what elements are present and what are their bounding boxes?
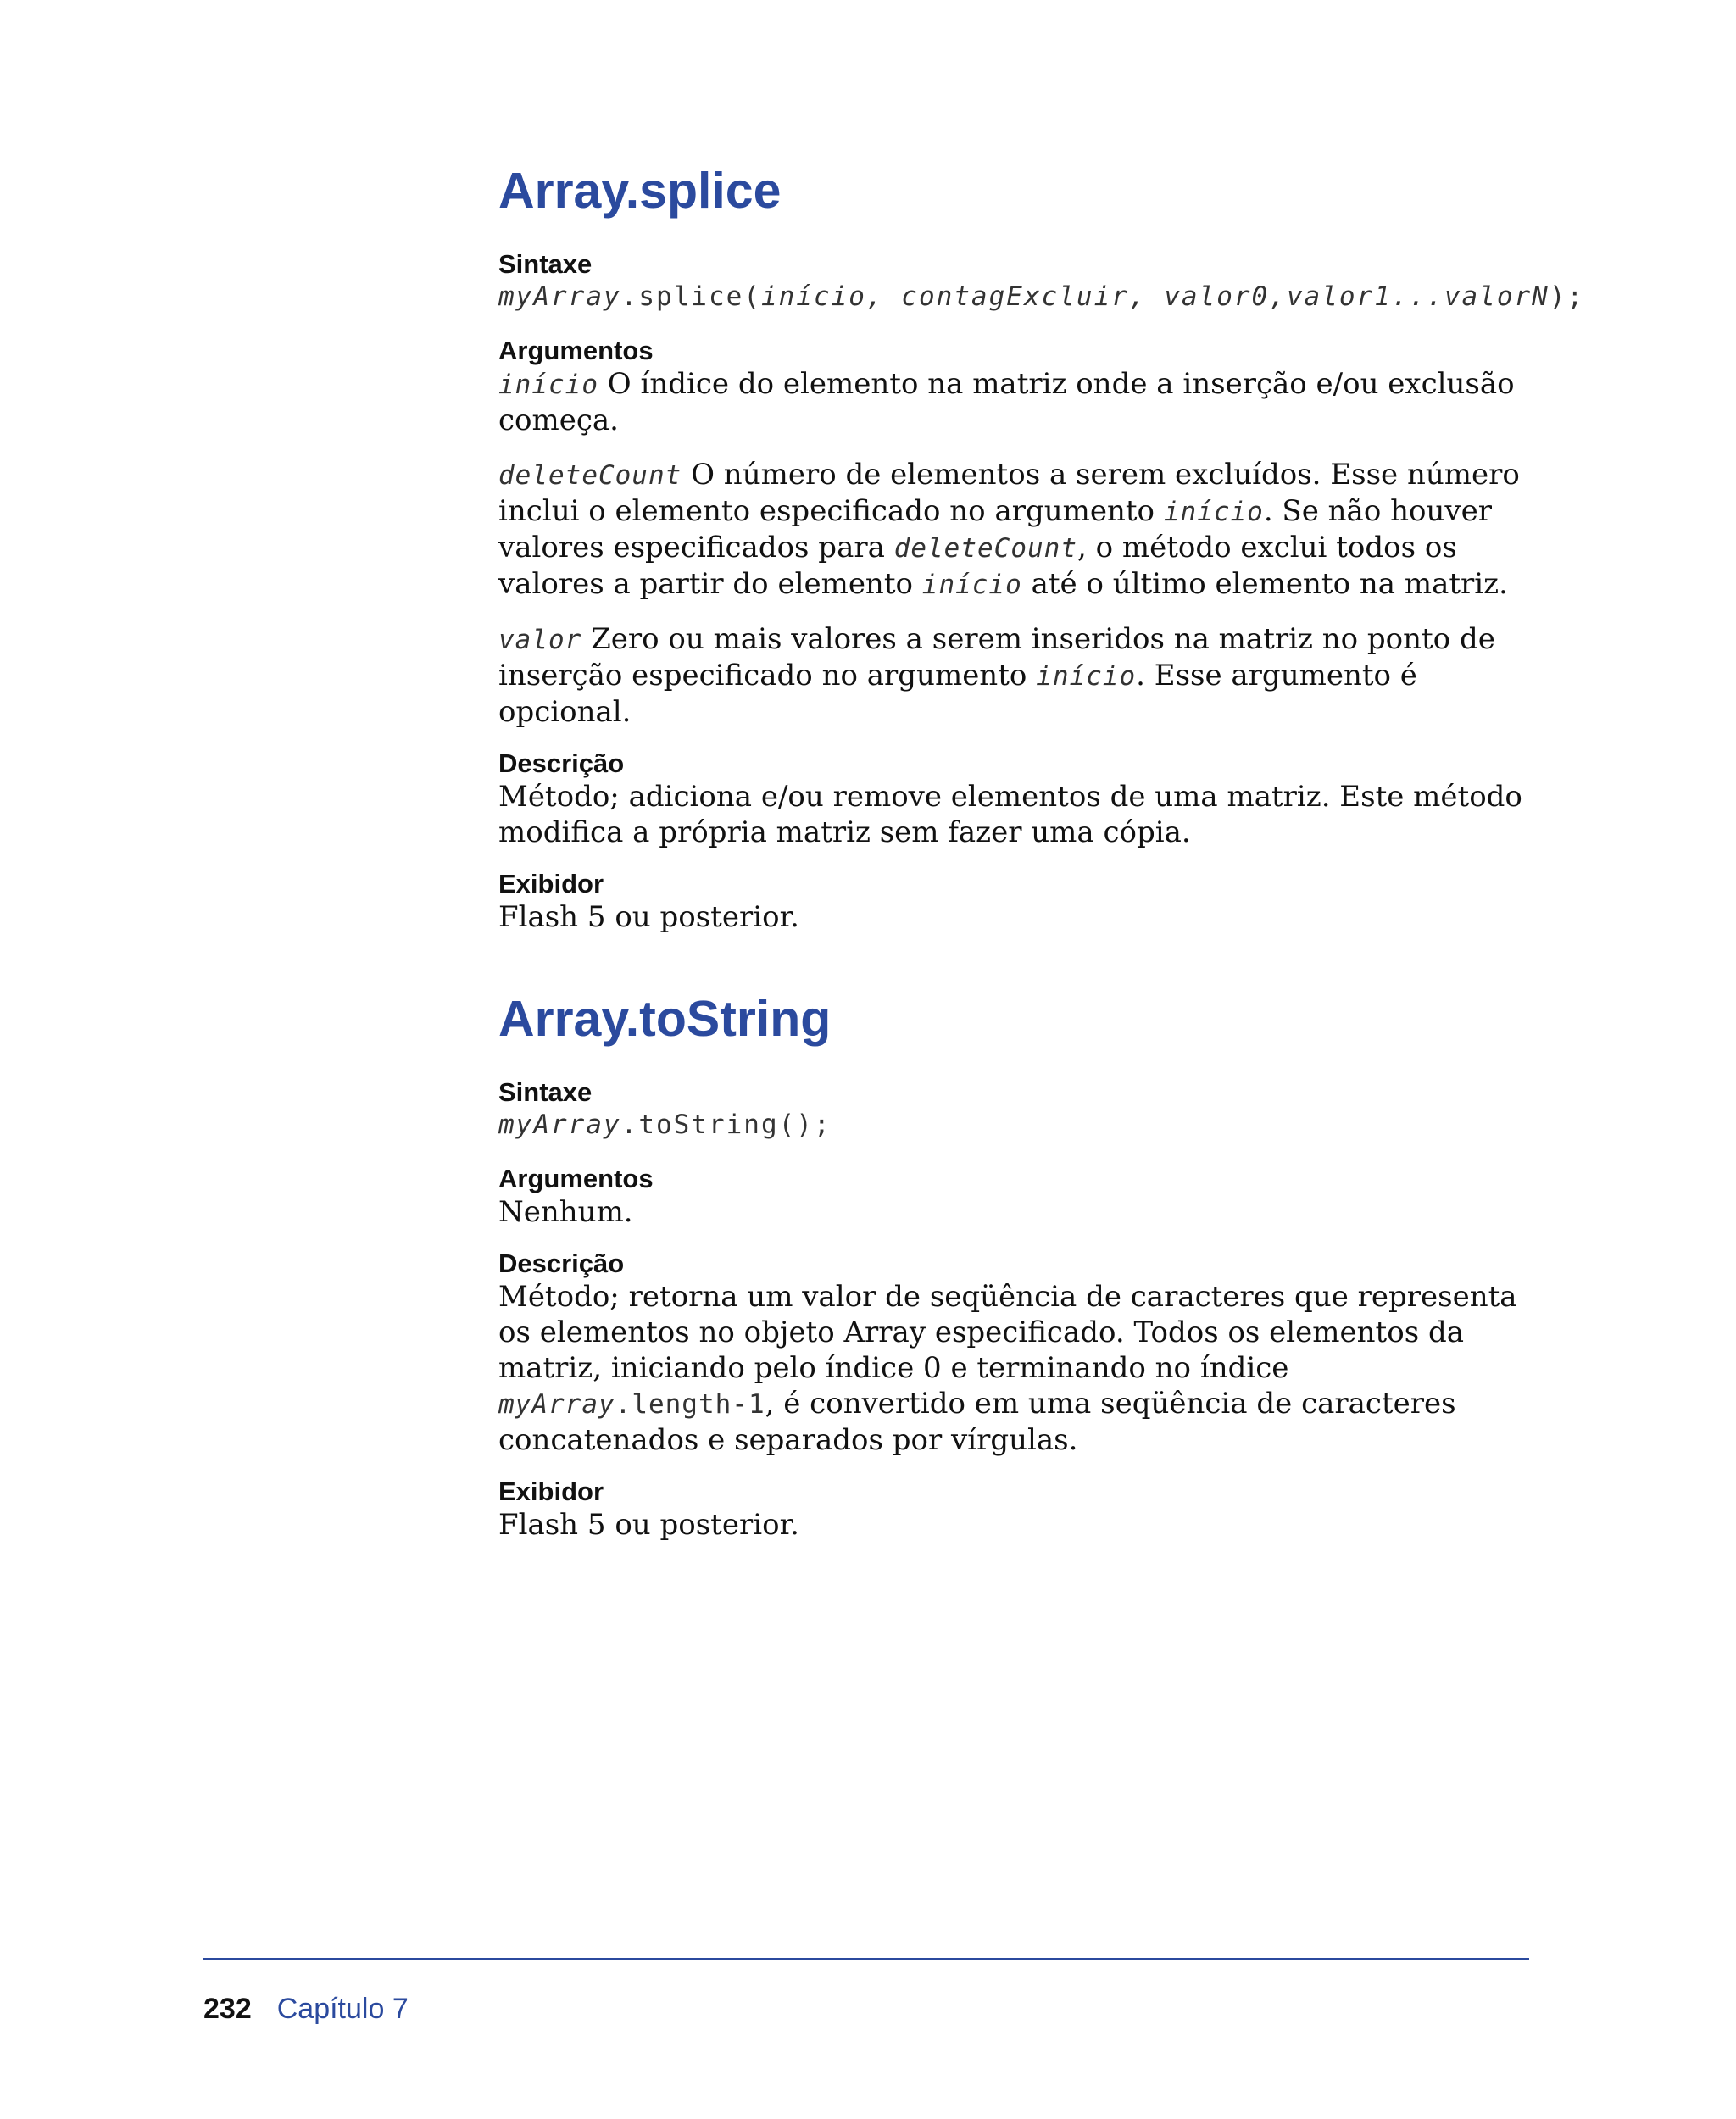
section-title: Array.splice	[498, 163, 782, 219]
description-part: , é convertido em uma seqüência de caracteres concatenados e separados por vírgulas.	[498, 1387, 1456, 1457]
syntax-close: );	[1549, 281, 1585, 312]
page-content	[498, 161, 1585, 1561]
argument-text: , o método exclui todos os valores a partir do elemento	[498, 531, 1457, 601]
viewer-text: Flash 5 ou posterior.	[498, 1508, 799, 1542]
description-text	[498, 1279, 1533, 1458]
chapter-label: Capítulo 7	[276, 1993, 409, 2025]
inline-code: .length-1	[615, 1389, 765, 1420]
syntax-method: .toString();	[620, 1110, 832, 1140]
inline-code: myArray	[498, 1389, 615, 1420]
arguments-label: Argumentos	[498, 336, 654, 365]
argument-inicio	[498, 366, 1533, 438]
syntax-code	[498, 280, 1585, 314]
page-footer	[203, 1992, 409, 2026]
section-array-tostring	[498, 989, 1533, 1543]
inline-code: início	[1036, 661, 1137, 692]
argument-text: Zero ou mais valores a serem inseridos na matriz no ponto de inserção especificado no argumento	[498, 622, 1495, 692]
description-part: Método; retorna um valor de seqüência de caracteres que representa os elementos no objeto Array especificado. Todos os elementos da matriz, iniciando pelo índice 0 e terminando no índice	[498, 1280, 1517, 1385]
argument-text: até o último elemento na matriz.	[1031, 567, 1508, 601]
argument-name: valor	[498, 625, 582, 655]
syntax-label: Sintaxe	[498, 249, 593, 279]
argument-name: deleteCount	[498, 460, 682, 491]
syntax-method: .splice(	[620, 281, 761, 312]
inline-code: deleteCount	[893, 533, 1077, 564]
description-label: Descrição	[498, 1249, 625, 1278]
section-title: Array.toString	[498, 991, 832, 1047]
syntax-object: myArray	[498, 1110, 621, 1140]
argument-description: O índice do elemento na matriz onde a inserção e/ou exclusão começa.	[498, 367, 1515, 437]
syntax-label: Sintaxe	[498, 1077, 593, 1107]
inline-code: início	[1163, 497, 1264, 527]
argument-text: . Se não houver valores especificados para	[498, 494, 1492, 565]
syntax-params: início, contagExcluir, valor0,valor1...valorN	[760, 281, 1550, 312]
argument-text: . Esse argumento é opcional.	[498, 659, 1417, 729]
page-number: 232	[203, 1993, 252, 2025]
arguments-text: Nenhum.	[498, 1195, 633, 1229]
argument-name: início	[498, 370, 598, 400]
viewer-label: Exibidor	[498, 869, 604, 898]
argument-deletecount	[498, 457, 1533, 603]
viewer-label: Exibidor	[498, 1477, 604, 1506]
inline-code: início	[921, 570, 1022, 600]
arguments-label: Argumentos	[498, 1164, 654, 1193]
viewer-text: Flash 5 ou posterior.	[498, 900, 799, 934]
description-text: Método; adiciona e/ou remove elementos de uma matriz. Este método modifica a própria matriz sem fazer uma cópia.	[498, 780, 1522, 849]
syntax-object: myArray	[498, 281, 621, 312]
footer-rule	[203, 1958, 1529, 1960]
argument-valor	[498, 621, 1533, 730]
section-array-splice	[498, 161, 1585, 935]
argument-text: O número de elementos a serem excluídos. Esse número inclui o elemento especificado no argumento	[498, 458, 1520, 528]
description-label: Descrição	[498, 748, 625, 778]
syntax-code	[498, 1108, 1533, 1142]
